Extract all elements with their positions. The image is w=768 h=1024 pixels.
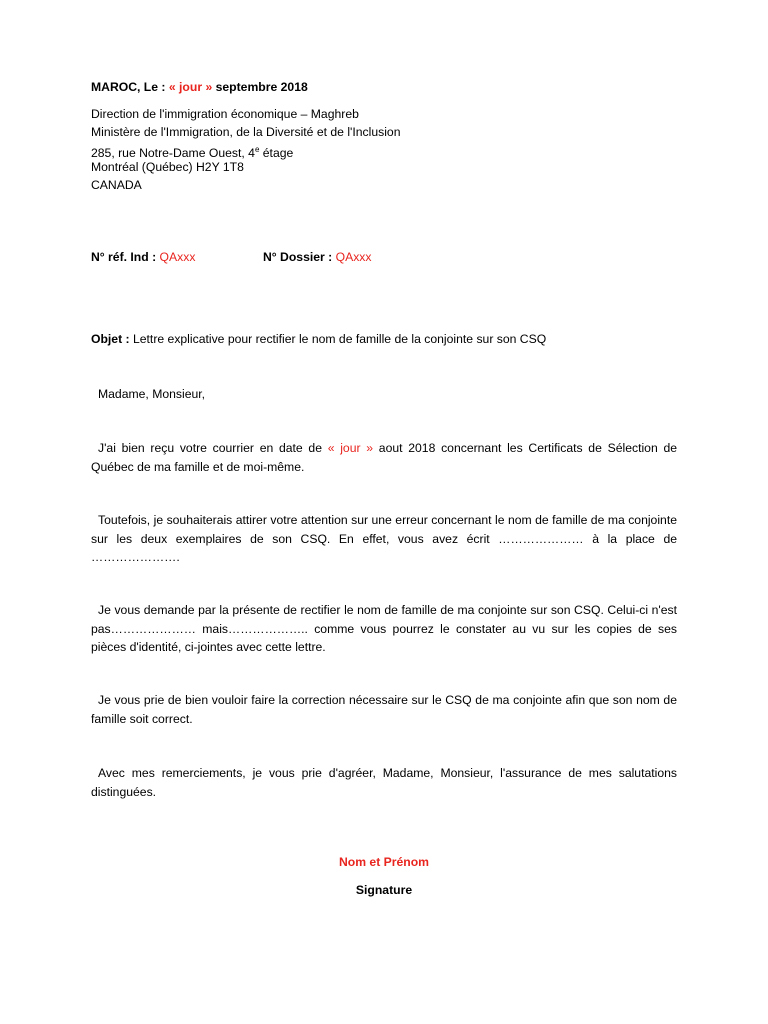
paragraph-4: Je vous prie de bien vouloir faire la correction nécessaire sur le CSQ de ma conjointe afin que son nom de famille soit correct. bbox=[91, 693, 677, 726]
reference-ind bbox=[91, 248, 195, 266]
signature-label: Signature bbox=[355, 883, 413, 897]
month-year: septembre 2018 bbox=[212, 80, 308, 94]
reference-dossier bbox=[263, 248, 372, 266]
dossier-value: QAxxx bbox=[335, 250, 372, 264]
paragraph-2: Toutefois, je souhaiterais attirer votre attention sur une erreur concernant le nom de famille de ma conjointe sur les deux exemplaires de son CSQ. En effet, vous avez écrit ………………… à la place de …………………. bbox=[91, 513, 677, 564]
sender-name: Nom et Prénom bbox=[338, 855, 430, 869]
p1-text-before: J'ai bien reçu votre courrier en date de bbox=[98, 441, 328, 455]
ref-ind-value: QAxxx bbox=[159, 250, 196, 264]
floor-suffix: étage bbox=[259, 146, 294, 161]
floor-superscript: e bbox=[254, 145, 260, 154]
street-address: 285, rue Notre-Dame Ouest, 4 bbox=[91, 146, 255, 161]
dossier-label: N° Dossier : bbox=[263, 250, 336, 264]
day-placeholder: « jour » bbox=[168, 80, 213, 94]
salutation: Madame, Monsieur, bbox=[98, 387, 206, 401]
subject-line bbox=[91, 330, 546, 348]
recipient-line-1: Direction de l'immigration économique – Maghreb bbox=[91, 107, 359, 121]
ref-ind-label: N° réf. Ind : bbox=[91, 250, 160, 264]
paragraph-5: Avec mes remerciements, je vous prie d'agréer, Madame, Monsieur, l'assurance de mes salutations distinguées. bbox=[91, 766, 677, 799]
date-line bbox=[91, 78, 308, 96]
recipient-line-2: Ministère de l'Immigration, de la Diversité et de l'Inclusion bbox=[91, 125, 401, 139]
paragraph-1 bbox=[91, 439, 677, 476]
subject-text: Lettre explicative pour rectifier le nom de famille de la conjointe sur son CSQ bbox=[132, 332, 547, 346]
paragraph-3: Je vous demande par la présente de rectifier le nom de famille de ma conjointe sur son CSQ. Celui-ci n'est pas………………… mais……………….. comme vous pourrez le constater au vu sur les copies de ses pièces d'identité, ci-jointes avec cette lettre. bbox=[91, 603, 677, 654]
p1-text-after: aout 2018 concernant les Certificats de Sélection de Québec de ma famille et de moi-même. bbox=[91, 441, 678, 474]
subject-label: Objet : bbox=[91, 332, 133, 346]
place-label: MAROC, Le : bbox=[91, 80, 169, 94]
p1-day-placeholder: « jour » bbox=[327, 441, 374, 455]
recipient-line-5: CANADA bbox=[91, 178, 142, 192]
recipient-line-4: Montréal (Québec) H2Y 1T8 bbox=[91, 160, 244, 174]
